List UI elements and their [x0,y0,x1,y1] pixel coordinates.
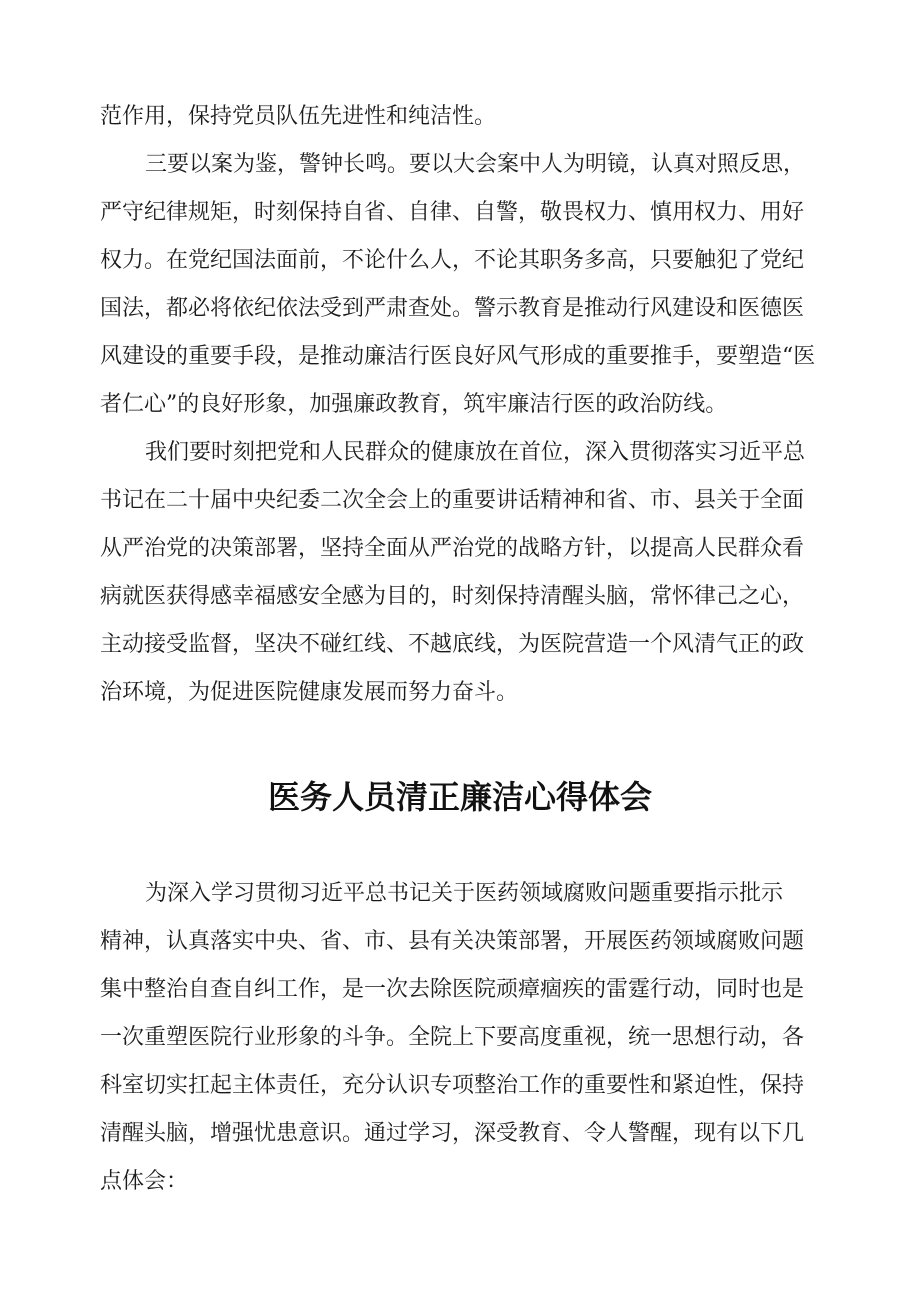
text-line: 者仁心”的良好形象，加强廉政教育，筑牢廉洁行医的政治防线。 [100,392,728,417]
text-line: 集中整治自查自纠工作，是一次去除医院顽瘴痼疾的雷霆行动，同时也是 [100,977,805,1002]
text-line: 精神，认真落实中央、省、市、县有关决策部署，开展医药领域腐败问题 [100,929,805,954]
text-line: 国法，都必将依纪依法受到严肃查处。警示教育是推动行风建设和医德医 [100,296,805,321]
text-line: 清醒头脑，增强忧患意识。通过学习，深受教育、令人警醒，现有以下几 [100,1121,805,1146]
page-title: 医务人员清正廉洁心得体会 [267,778,652,816]
text-line: 三要以案为鉴，警钟长鸣。要以大会案中人为明镜，认真对照反思， [145,152,806,177]
text-line: 一次重塑医院行业形象的斗争。全院上下要高度重视，统一思想行动，各 [100,1025,805,1050]
text-line: 范作用，保持党员队伍先进性和纯洁性。 [100,104,497,129]
text-line: 严守纪律规矩，时刻保持自省、自律、自警，敬畏权力、慎用权力、用好 [100,200,805,225]
text-line: 从严治党的决策部署，坚持全面从严治党的战略方针，以提高人民群众看 [100,536,805,561]
text-line: 书记在二十届中央纪委二次全会上的重要讲话精神和省、市、县关于全面 [100,488,805,513]
text-line: 权力。在党纪国法面前，不论什么人，不论其职务多高，只要触犯了党纪 [100,248,805,273]
text-line: 为深入学习贯彻习近平总书记关于医药领域腐败问题重要指示批示 [145,881,784,906]
text-line: 风建设的重要手段，是推动廉洁行医良好风气形成的重要推手，要塑造“医 [100,344,816,369]
text-line: 治环境，为促进医院健康发展而努力奋斗。 [100,680,519,705]
text-line: 病就医获得感幸福感安全感为目的，时刻保持清醒头脑，常怀律己之心， [100,584,805,609]
text-line: 点体会： [100,1169,189,1194]
text-line: 我们要时刻把党和人民群众的健康放在首位，深入贯彻落实习近平总 [145,440,806,465]
text-line: 主动接受监督，坚决不碰红线、不越底线，为医院营造一个风清气正的政 [100,632,805,657]
text-line: 科室切实扛起主体责任，充分认识专项整治工作的重要性和紧迫性，保持 [100,1073,805,1098]
